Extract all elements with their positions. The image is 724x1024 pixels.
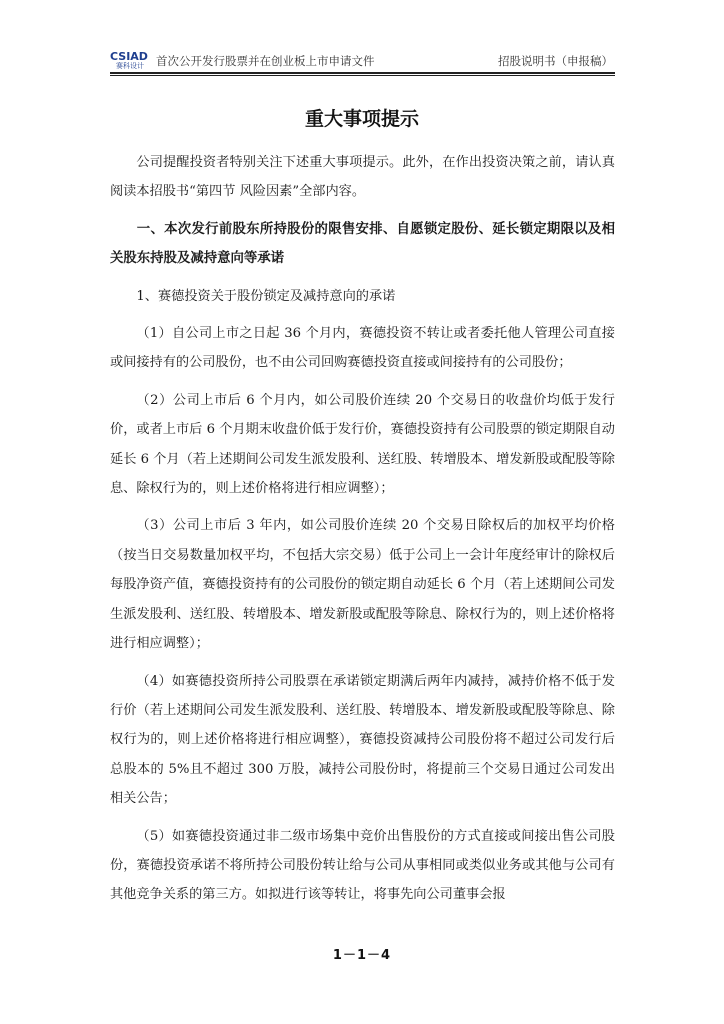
section-heading: 一、本次发行前股东所持股份的限售安排、自愿锁定股份、延长锁定期限以及相关股东持股及减持意向等承诺 [110,221,615,267]
header-divider-thin [110,75,615,76]
page-number: 1－1－4 [332,948,392,963]
document-body [110,148,615,910]
header-document-type: 招股说明书（申报稿） [498,54,613,68]
page-header [110,49,615,73]
clause-paragraph: （2）公司上市后 6 个月内，如公司股价连续 20 个交易日的收盘价均低于发行价，或者上市后 6 个月期末收盘价低于发行价，赛德投资持有公司股票的锁定期限自动延长 6 个月（若上述期间公司发生派发股利、送红股、转增股本、增发新股或配股等除息、除权行为的，则上述价格将进行相应调整）； [110,392,615,497]
company-logo [110,51,148,71]
page-title: 重大事项提示 [304,108,419,130]
logo-text: CSIAD [110,50,148,63]
header-document-name: 首次公开发行股票并在创业板上市申请文件 [156,54,375,68]
clause-paragraph: （4）如赛德投资所持公司股票在承诺锁定期满后两年内减持，减持价格不低于发行价（若上述期间公司发生派发股利、送红股、转增股本、增发新股或配股等除息、除权行为的，则上述价格将进行相应调整），赛德投资减持公司股份将不超过公司发行后总股本的 5%且不超过 300 万股，减持公司股份时，将提前三个交易日通过公司发出相关公告； [110,673,615,807]
header-divider [110,72,615,74]
clause-paragraph: （1）自公司上市之日起 36 个月内，赛德投资不转让或者委托他人管理公司直接或间接持有的公司股份，也不由公司回购赛德投资直接或间接持有的公司股份； [110,326,615,371]
subsection-heading: 1、赛德投资关于股份锁定及减持意向的承诺 [136,288,396,304]
logo-subtext: 赛科设计 [116,62,144,70]
intro-paragraph: 公司提醒投资者特别关注下述重大事项提示。此外，在作出投资决策之前，请认真阅读本招股书“第四节 风险因素”全部内容。 [110,155,615,200]
clause-paragraph: （5）如赛德投资通过非二级市场集中竞价出售股份的方式直接或间接出售公司股份，赛德投资承诺不将所持公司股份转让给与公司从事相同或类似业务或其他与公司有其他竞争关系的第三方。如拟进行该等转让，将事先向公司董事会报 [110,828,615,903]
clause-paragraph: （3）公司上市后 3 年内，如公司股价连续 20 个交易日除权后的加权平均价格（按当日交易数量加权平均，不包括大宗交易）低于公司上一会计年度经审计的除权后每股净资产值，赛德投资持有的公司股份的锁定期自动延长 6 个月（若上述期间公司发生派发股利、送红股、转增股本、增发新股或配股等除息、除权行为的，则上述价格将进行相应调整）； [110,518,615,652]
